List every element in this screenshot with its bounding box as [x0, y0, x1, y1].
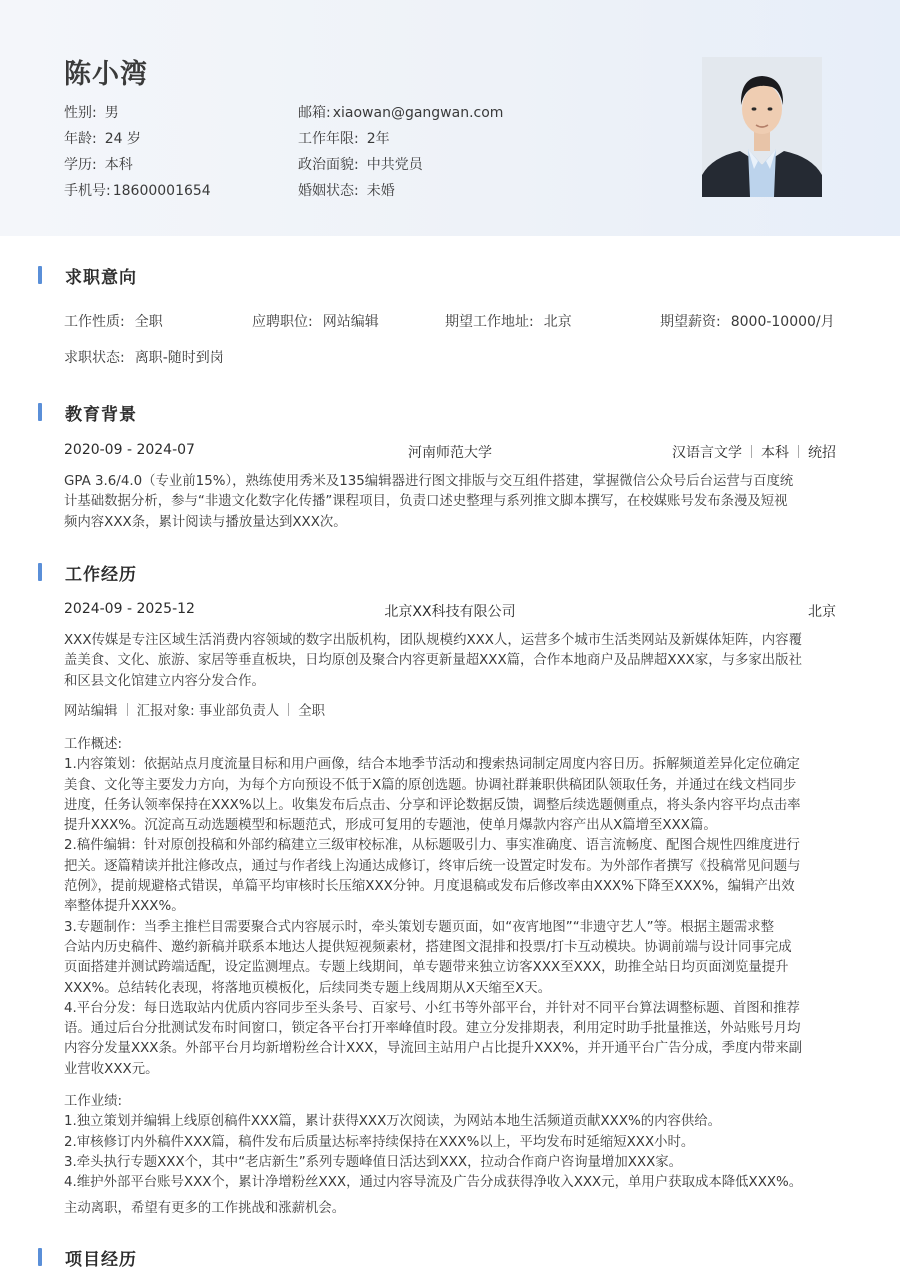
education-row-head [64, 442, 836, 462]
project-section [38, 1245, 838, 1271]
job-type [64, 311, 163, 331]
marital-label: 婚姻状态: [298, 183, 359, 199]
text-line: 计基础数据分析，参与“非遗文化数字化传播”课程项目，负责口述史整理与系列推文脚本撰写，在校媒账号发布条漫及短视 [64, 494, 788, 510]
job-salary-label: 期望薪资: [660, 314, 721, 330]
age-label: 年龄: [64, 131, 97, 147]
education-value: 本科 [104, 157, 133, 173]
text-line: 业营收XXX元。 [64, 1061, 159, 1077]
job-type-value: 全职 [134, 314, 163, 330]
years-label: 工作年限: [298, 131, 359, 147]
gender-row [64, 102, 119, 122]
text-line: 盖美食、文化、旅游、家居等垂直板块，日均原创及聚合内容更新量超XXX篇，合作本地商户及品牌超XXX家，与多家出版社 [64, 653, 802, 669]
text-line: 率整体提升XXX%。 [64, 899, 185, 915]
years-value: 2年 [366, 131, 390, 147]
text-line: 进度，任务认领率保持在XXX%以上。收集发布后点击、分享和评论数据反馈，调整后续选题侧重点，将头条内容平均点击率 [64, 797, 801, 813]
profile-photo [702, 57, 822, 197]
work-tags [64, 700, 325, 719]
degree: 本科 [761, 445, 789, 461]
years-row [298, 128, 390, 148]
age-row [64, 128, 141, 148]
job-location-value: 北京 [543, 314, 572, 330]
text-line: 页面搭建并测试跨端适配，设定监测埋点。专题上线期间，单专题带来独立访客XXX至XXX，助推全站日均页面浏览量提升 [64, 960, 789, 976]
education-label: 学历: [64, 157, 97, 173]
email-value[interactable]: xiaowan@gangwan.com [332, 105, 504, 121]
job-intent-section [38, 263, 838, 289]
email-label: 邮箱: [298, 105, 331, 121]
job-position [252, 311, 379, 331]
enrollment-type: 统招 [808, 445, 836, 461]
text-line: 提升XXX%。沉淀高互动选题模型和标题范式，形成可复用的专题池，使单月爆款内容产出从X篇增至XXX篇。 [64, 818, 717, 834]
education-section [38, 400, 838, 426]
text-line: XXX传媒是专注区域生活消费内容领域的数字出版机构，团队规模约XXX人，运营多个城市生活类网站及新媒体矩阵，内容覆 [64, 633, 802, 648]
section-title: 工作经历 [65, 565, 137, 585]
phone-label: 手机号: [64, 183, 111, 199]
achievements-heading: 工作业绩: [64, 1094, 123, 1109]
divider [751, 445, 752, 458]
gender-value: 男 [104, 105, 119, 121]
education-detail [672, 442, 836, 462]
section-title: 求职意向 [65, 268, 137, 288]
marital-row [298, 180, 395, 200]
text-line: 美食、文化等主要发力方向，为每个方向预设不低于X篇的原创选题。协调社群兼职供稿团队领取任务，并通过在线文档同步 [64, 777, 797, 793]
report-to-tag: 汇报对象: 事业部负责人 [136, 704, 280, 719]
marital-value: 未婚 [366, 183, 395, 199]
overview-heading: 工作概述: [64, 737, 123, 752]
work-section [38, 560, 838, 586]
text-line: XXX%。总结转化表现，将落地页模板化，后续同类专题上线周期从X天缩至X天。 [64, 980, 552, 996]
job-location [445, 311, 572, 331]
education-period: 2020-09 - 2024-07 [64, 442, 195, 458]
leaving-reason: 主动离职，希望有更多的工作挑战和涨薪机会。 [64, 1201, 346, 1216]
education-description [64, 472, 838, 533]
text-line: 1.内容策划：依据站点月度流量目标和用户画像，结合本地季节活动和搜索热词制定周度内容日历。拆解频道差异化定位确定 [64, 757, 800, 773]
text-line: 语。通过后台分批测试发布时间窗口，锁定各平台打开率峰值时段。建立分发排期表，利用定时助手批量推送，外站账号月均 [64, 1021, 801, 1037]
politics-value: 中共党员 [366, 157, 423, 173]
divider [127, 703, 128, 716]
job-status-label: 求职状态: [64, 350, 125, 366]
school-name: 河南师范大学 [408, 445, 492, 461]
job-status [64, 347, 224, 367]
text-line: 3.专题制作：当季主推栏目需要聚合式内容展示时，牵头策划专题页面，如“夜宵地图”“非遗守艺人”等。根据主题需求整 [64, 919, 775, 935]
work-achievements [64, 1092, 838, 1193]
text-line: 范例》，提前规避格式错误，单篇平均审核时长压缩XXX分钟。月度退稿或发布后修改率由XXX%下降至XXX%，编辑产出效 [64, 879, 795, 895]
text-line: 2.审核修订内外稿件XXX篇，稿件发布后质量达标率持续保持在XXX%以上，平均发布时延缩短XXX小时。 [64, 1134, 695, 1150]
text-line: 4.维护外部平台账号XXX个，累计净增粉丝XXX，通过内容导流及广告分成获得净收入XXX元，单用户获取成本降低XXX%。 [64, 1175, 803, 1191]
politics-row [298, 154, 423, 174]
job-salary [660, 311, 835, 331]
section-header [38, 263, 838, 289]
text-line: 2.稿件编辑：针对原创投稿和外部约稿建立三级审校标准，从标题吸引力、事实准确度、语言流畅度、配图合规性四维度进行 [64, 838, 800, 854]
age-value: 24 岁 [104, 131, 141, 147]
section-accent-bar [38, 266, 42, 284]
person-avatar-icon [702, 57, 822, 197]
work-row-head [64, 601, 836, 621]
section-accent-bar [38, 1248, 42, 1266]
section-title: 教育背景 [65, 405, 137, 425]
section-header [38, 1245, 838, 1271]
education-row [64, 154, 133, 174]
job-type-label: 工作性质: [64, 314, 125, 330]
work-overview [64, 735, 838, 1080]
text-line: 把关。逐篇精读并批注修改点，通过与作者线上沟通达成修订，终审后统一设置定时发布。为外部作者撰写《投稿常见问题与 [64, 858, 801, 874]
company-intro [64, 631, 838, 692]
text-line: 频内容XXX条，累计阅读与播放量达到XXX次。 [64, 514, 347, 530]
work-city: 北京 [808, 604, 836, 620]
section-header [38, 400, 838, 426]
job-status-value: 离职-随时到岗 [134, 350, 224, 366]
job-position-value: 网站编辑 [322, 314, 379, 330]
text-line: 合站内历史稿件、邀约新稿并联系本地达人提供短视频素材，搭建图文混排和投票/打卡互动模块。协调前端与设计同事完成 [64, 939, 792, 955]
text-line: GPA 3.6/4.0（专业前15%），熟练使用秀米及135编辑器进行图文排版与交互组件搭建，掌握微信公众号后台运营与百度统 [64, 474, 794, 489]
email-row [298, 102, 503, 122]
section-accent-bar [38, 563, 42, 581]
major: 汉语言文学 [672, 445, 742, 461]
role-tag: 网站编辑 [64, 704, 118, 719]
section-header [38, 560, 838, 586]
section-accent-bar [38, 403, 42, 421]
candidate-name: 陈小湾 [64, 59, 148, 90]
phone-value: 18600001654 [112, 183, 211, 199]
employment-tag: 全职 [298, 704, 326, 719]
text-line: 和区县文化馆建立内容分发合作。 [64, 673, 265, 689]
politics-label: 政治面貌: [298, 157, 359, 173]
job-position-label: 应聘职位: [252, 314, 313, 330]
text-line: 4.平台分发：每日选取站内优质内容同步至头条号、百家号、小红书等外部平台，并针对不同平台算法调整标题、首图和推荐 [64, 1000, 800, 1016]
section-title: 项目经历 [65, 1250, 137, 1270]
work-period: 2024-09 - 2025-12 [64, 601, 195, 617]
company-name: 北京XX科技有限公司 [384, 604, 516, 620]
divider [798, 445, 799, 458]
phone-row [64, 180, 211, 200]
divider [288, 703, 289, 716]
text-line: 3.牵头执行专题XXX个，其中“老店新生”系列专题峰值日活达到XXX，拉动合作商户咨询量增加XXX家。 [64, 1154, 683, 1170]
job-location-label: 期望工作地址: [445, 314, 534, 330]
gender-label: 性别: [64, 105, 97, 121]
text-line: 内容分发量XXX条。外部平台月均新增粉丝合计XXX，导流回主站用户占比提升XXX%，并开通平台广告分成，季度内带来副 [64, 1041, 803, 1057]
text-line: 1.独立策划并编辑上线原创稿件XXX篇，累计获得XXX万次阅读，为网站本地生活频道贡献XXX%的内容供给。 [64, 1114, 722, 1130]
job-salary-value: 8000-10000/月 [730, 314, 835, 330]
